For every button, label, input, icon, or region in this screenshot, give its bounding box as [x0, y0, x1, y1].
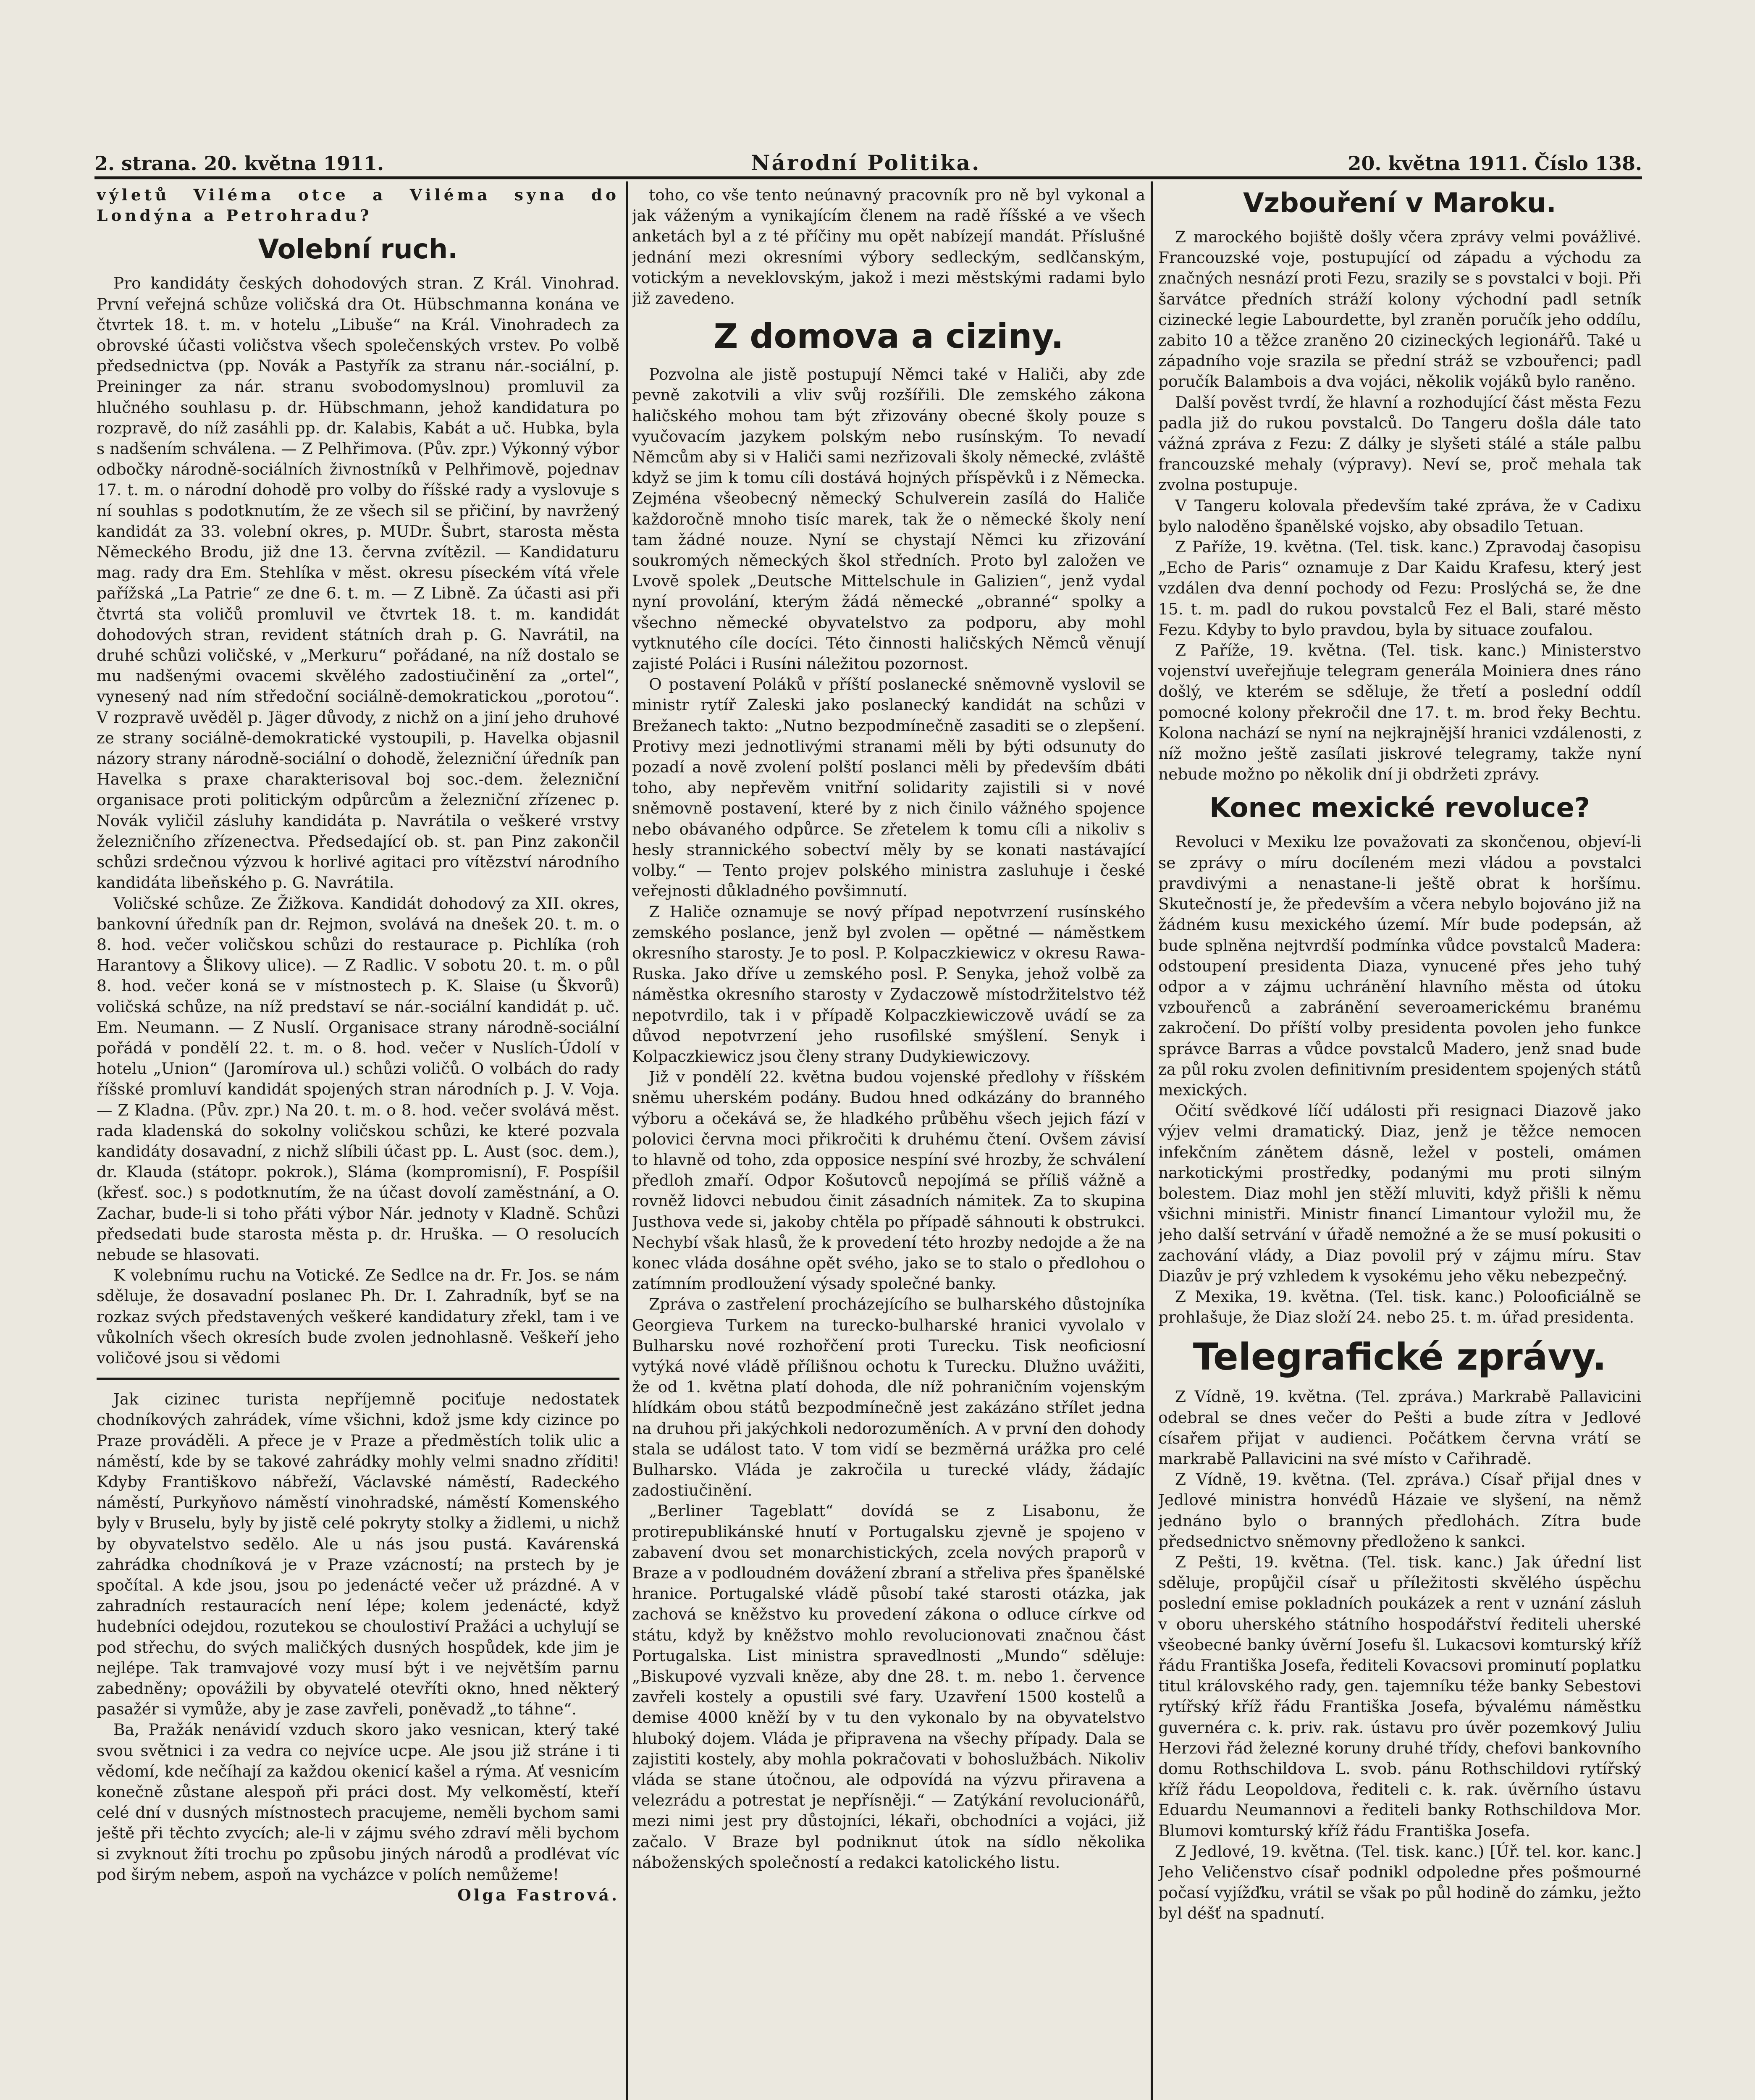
header-rule: [94, 176, 1642, 179]
article-paragraph: K volebnímu ruchu na Votické. Ze Sedlce na dr. Fr. Jos. se nám sděluje, že dosavadní poslanec Ph. Dr. I. Zahradník, byť se na rozkaz svých představených veškeré kandidatury zřekl, tam i ve vůkolních všech okresích bude zvolen jednohlasně. Veškeří jeho voličové jsou si vědomi: [97, 1266, 619, 1367]
article-paragraph: Jak cizinec turista nepříjemně pociťuje nedostatek chodníkových zahrádek, víme všichni, kdož jsme kdy cizince po Praze prováděli. A přece je v Praze a předměstích tolik ulic a náměstí, kde by se takové zahrádky mohly velmi snadno zříditi! Kdyby Františkovo nábřeží, Václavské náměstí, Radeckého náměstí, Purkyňovo náměstí vinohradské, náměstí Komenského byly v Bruselu, byly by jistě celé pokryty stolky a židlemi, u nichž by obyvatelstvo sedělo. Ale u nás jsou pustá. Kavárenská zahrádka chodníková je v Praze vzácností; na prstech by je spočítal. A kde jsou, jsou po jedenácté večer už prázdné. A v zahradních restauracích není lépe; kolem jedenácté, když hudebníci odejdou, rozutekou se choulostiví Pražáci a uchylují se pod střechu, do svých maličkých dusných hospůdek, kde jim je nejlépe. Tak tramvajové vozy musí být i ve největším parnu zabedněny; opovážili by obyvatelé otevříti okno, hned některý pasažér si vymůže, aby je zase zavřeli, poněvadž „to táhne“.: [97, 1390, 619, 1719]
article-paragraph: V Tangeru kolovala především také zpráva, že v Cadixu bylo naloděno španělské vojsko, aby obsadilo Tetuan.: [1158, 496, 1641, 536]
article-paragraph: Z Vídně, 19. května. (Tel. zpráva.) Císař přijal dnes v Jedlové ministra honvédů Házaie ve slyšení, na němž jednáno bylo o branných předlohách. Zítra bude předsednictvo sněmovny předloženo k sankci.: [1158, 1470, 1641, 1551]
article-paragraph: Voličské schůze. Ze Žižkova. Kandidát dohodový za XII. okres, bankovní úředník pan dr. Rejmon, svolává na dnešek 20. t. m. o 8. hod. večer voličskou schůzi do restaurace p. Pichlíka (roh Harantovy a Šlikovy ulice). — Z Radlic. V sobotu 20. t. m. o půl 8. hod. večer koná se v místnostech p. K. Slaise (u Škvorů) voličská schůze, na níž predstaví se nár.-sociální kandidát p. uč. Em. Neumann. — Z Nuslí. Organisace strany národně-sociální pořádá v pondělí 22. t. m. o 8. hod. večer v Nuslích-Údolí v hotelu „Union“ (Jaromírova ul.) schůzi voličů. O volbách do rady říšské promluví kandidát spojených stran národních p. J. V. Voja. — Z Kladna. (Pův. zpr.) Na 20. t. m. o 8. hod. večer svolává měst. rada kladenská do sokolny voličskou schůzi, ke které pozvala kandidáty dosavadní, z nichž slíbili účast pp. L. Aust (soc. dem.), dr. Klauda (státopr. pokrok.), Sláma (kompromisní), F. Pospíšil (křesť. soc.) s podotknutím, že na účast dovolí zaměstnání, a O. Zachar, bude-li si toho přáti výbor Nár. jednoty v Kladně. Schůzi předsedati bude starosta města p. dr. Hruška. — O resolucích nebude se hlasovati.: [97, 894, 619, 1264]
article-paragraph: Zpráva o zastřelení procházejícího se bulharského důstojníka Georgieva Turkem na turecko-bulharské hranici vyvolalo v Bulharsku nové rozhořčení proti Turecku. Tisk neoficiosní vytýká nové vládě přílišnou ochotu k Turecku. Dlužno uvážiti, že od 1. května platí dohoda, dle níž pohraničním vojenským hlídkám obou států bezpodmínečně jest zakázáno střílet jedna na druhou při jakýchkoli nedorozuměních. A v první den dohody stala se událost tato. V tom vidí se bezměrná urážka pro celé Bulharsko. Vláda je zakročila u turecké vlády, žádajíc zadostiučinění.: [632, 1295, 1145, 1500]
article-paragraph: Z marockého bojiště došly včera zprávy velmi povážlivé. Francouzské voje, postupující od západu a východu za značných nesnází proti Fezu, srazily se s povstalci v boji. Při šarvátce předních stráží kolony východní padl setník cizinecké legie Labourdette, byl zraněn poručík jeho oddílu, zabito 10 a těžce zraněno 20 cizineckých legionářů. Také u západního voje srazila se přední stráž se vzbouřenci; padl poručík Balambois a dva vojáci, několik vojáků bylo raněno.: [1158, 228, 1641, 391]
section-heading-volebni-ruch: Volební ruch.: [258, 234, 458, 265]
author-signature: Olga Fastrová.: [457, 1886, 619, 1905]
section-heading-z-domova: Z domova a ciziny.: [714, 317, 1064, 356]
article-paragraph: Pro kandidáty českých dohodových stran. Z Král. Vinohrad. První veřejná schůze voličská dra Ot. Hübschmanna konána ve čtvrtek 18. t. m. v hotelu „Libuše“ na Král. Vinohradech za obrovské účasti voličstva všech společenských vrstev. Po volbě předsednictva (pp. Novák a Pastyřík za stranu nár.-sociální, p. Preininger za nár. stranu svobodomyslnou) promluvil za hlučného souhlasu p. dr. Hübschmann, jehož kandidatura po rozpravě, do níž zasáhli pp. dr. Kalabis, Kabát a uč. Hubka, byla s nadšením schválena. — Z Pelhřimova. (Pův. zpr.) Výkonný výbor odbočky národně-sociálních živnostníků v Pelhřimově, pojednav 17. t. m. o národní dohodě pro volby do říšské rady a vyslovuje s ní souhlas s podotknutím, že ze všech sil se přičiní, by navržený kandidát za 33. volební okres, p. MUDr. Šubrt, starosta města Německého Brodu, již dne 13. června zvítězil. — Kandidaturu mag. rady dra Em. Stehlíka v měst. okresu píseckém vítá vřele pařížská „La Patrie“ ze dne 6. t. m. — Z Libně. Za účasti asi při čtvrtá sta voličů promluvil ve čtvrtek 18. t. m. kandidát dohodových stran, revident státních drah p. G. Navrátil, na druhé schůzi voličské, v „Merkuru“ pořádané, na níž dostalo se mu nadšenými ovacemi skvělého zadostiučinění za „ortel“, vynesený nad ním středoční sociálně-demokratickou „porotou“. V rozpravě uvěděl p. Jäger důvody, z nichž on a jiní jeho druhové ze strany sociálně-demokratické vystoupili, p. Havelka objasnil názory strany národně-sociální o dohodě, železniční úředník pan Havelka s praxe charakterisoval boj soc.-dem. železniční organisace proti politickým odpůrcům a železniční zřízenec p. Novák vyličil zásluhy kandidáta p. Navrátila o veškeré vrstvy železničního zřízenectva. Předsedající ob. st. pan Pinz zakončil schůzi srdečnou výzvou k horlivé agitaci pro vítězství národního kandidáta libeňského p. G. Navrátila.: [97, 274, 619, 892]
article-paragraph: Již v pondělí 22. května budou vojenské předlohy v říšském sněmu uherském podány. Budou hned odkázány do branného výboru a očekává se, že hladkého průběhu všech jejich fází v polovici června moci přikročiti k druhému čtení. Ovšem závisí to hlavně od toho, zda opposice nespíní své hrozby, že schválení předloh zmaří. Odpor Košutovců nepojímá se příliš vážně a rovněž lidovci nebudou činit zásadních námitek. Za to skupina Justhova vede si, jakoby chtěla po případě sáhnouti k obstrukci. Nechybí však hlasů, že k provedení této hrozby nedojde a že na konec vláda dosáhne opět svého, jako se to stalo o předlohou o zatímním prodloužení výsady společné banky.: [632, 1068, 1145, 1293]
page-header: [94, 150, 1642, 175]
column-1: [97, 185, 619, 2100]
header-right: 20. května 1911. Číslo 138.: [1348, 152, 1642, 175]
article-intro: výletů Viléma otce a Viléma syna do Londýna a Petrohradu?: [97, 186, 619, 225]
column-divider-1: [626, 181, 628, 2100]
article-paragraph: Další pověst tvrdí, že hlavní a rozhodující část města Fezu padla již do rukou povstalců. Do Tangeru došla dále tato vážná zpráva z Fezu: Z dálky je slyšeti stálé a stále palbu francouzské mehaly (výpravy). Neví se, proč mehala tak zvolna postupuje.: [1158, 393, 1641, 494]
article-paragraph: Z Paříže, 19. května. (Tel. tisk. kanc.) Zpravodaj časopisu „Echo de Paris“ oznamuje z Dar Kaidu Krafesu, který jest vzdálen dva denní pochody od Fezu: Proslýchá se, že dne 15. t. m. padl do rukou povstalců Fez el Bali, staré město Fezu. Kdyby to bylo pravdou, byla by situace zoufalou.: [1158, 538, 1641, 639]
article-paragraph: Očití svědkové líčí události při resignaci Diazově jako výjev velmi dramatický. Diaz, jenž je těžce nemocen infekčním zánětem dásně, ležel v posteli, omámen narkotickými prostředky, podanými mu proti silným bolestem. Diaz mohl jen stěží mluviti, když přišli k němu všichni ministři. Ministr financí Limantour vyložil mu, že jeho další setrvání v úřadě nemožné a že se musí pokusiti o zachování vlády, a Diaz povolil prý v zájmu míru. Stav Diazův je prý vzhledem k vysokému jeho věku nebezpečný.: [1158, 1101, 1641, 1285]
newspaper-title: Národní Politika.: [750, 150, 981, 175]
article-paragraph: Z Mexika, 19. května. (Tel. tisk. kanc.) Polooficiálně se prohlašuje, že Diaz složí 24. nebo 25. t. m. úřad presidenta.: [1158, 1287, 1641, 1327]
column-2: [632, 185, 1145, 2100]
section-heading-maroko: Vzbouření v Maroku.: [1243, 188, 1556, 219]
article-paragraph: toho, co vše tento neúnavný pracovník pro ně byl vykonal a jak váženým a vynikajícím členem na radě říšské a ve všech anketách byl a z té příčiny mu opět nabízejí mandát. Příslušné jednání mezi okresními výbory sedleckým, sedlčanským, votickým a neveklovským, jakož i mezi městskými radami bylo již zavedeno.: [632, 186, 1145, 308]
article-paragraph: Z Paříže, 19. května. (Tel. tisk. kanc.) Ministerstvo vojenství uveřejňuje telegram generála Moiniera dnes ráno došlý, ve kterém se sděluje, že třetí a poslední oddíl pomocné kolony překročil dne 17. t. m. brod řeky Bechtu. Kolona nachází se nyní na nejkrajnější hranici vzdálenosti, z níž možno ještě zasílati jiskrové telegramy, takže nyní nebude možno po několik dní ji obdržeti zprávy.: [1158, 641, 1641, 784]
article-paragraph: Pozvolna ale jistě postupují Němci také v Haliči, aby zde pevně zakotvili a vliv svůj rozšířili. Dle zemského zákona haličského mohou tam být zřizovány obecné školy pouze s vyučovacím jazykem polským nebo rusínským. To nevadí Němcům aby si v Haliči sami nezřizovali školy německé, zvláště když se jim k tomu cíli dostává hojných příspěvků i z Německa. Zejména všeobecný německý Schulverein zasílá do Haliče každoročně mnoho tisíc marek, tak že o německé školy není tam žádné nouze. Nyní se chystají Němci ku zřizování soukromých německých škol středních. Proto byl založen ve Lvově spolek „Deutsche Mittelschule in Galizien“, jenž vydal nyní provolání, kterým žádá německé „obranné“ spolky a všechno německé obyvatelstvo za podporu, aby mohl vytknutého cíle docíci. Této činnosti haličských Němců věnují zajisté Poláci i Rusíni náležitou pozornost.: [632, 365, 1145, 673]
article-paragraph: Z Pešti, 19. května. (Tel. tisk. kanc.) Jak úřední list sděluje, propůjčil císař u příležitosti skvělého úspěchu poslední emise pokladních poukázek a rent v uznání zásluh v oboru uherského státního hospodářství řediteli uherské všeobecné banky úvěrní Josefu šl. Lukacsovi komturský kříž řádu Františka Josefa, řediteli Kovacsovi prominutí poplatku titul královského rady, gen. tajemníku téže banky Sebestovi rytířský kříž řádu Františka Josefa, bývalému náměstku guvernéra c. k. priv. rak. ústavu pro úvěr pozemkový Juliu Herzovi řád železné koruny druhé třídy, chefovi bankovního domu Rothschildova L. svob. pánu Rothschildovi rytířský kříž řádu Leopoldova, řediteli c. k. rak. úvěrního ústavu Eduardu Neumannovi a řediteli banky Rothschildova Mor. Blumovi komturský kříž řádu Františka Josefa.: [1158, 1552, 1641, 1840]
section-heading-mexiko: Konec mexické revoluce?: [1209, 793, 1590, 824]
column-3: [1158, 185, 1641, 2100]
section-divider: [97, 1378, 619, 1380]
article-paragraph: Z Vídně, 19. května. (Tel. zpráva.) Markrabě Pallavicini odebral se dnes večer do Pešti a bude zítra v Jedlové císařem přijat v audienci. Počátkem června vrátí se markrabě Pallavicini na své místo v Cařihradě.: [1158, 1387, 1641, 1468]
column-divider-2: [1151, 181, 1153, 2100]
article-paragraph: Z Jedlové, 19. května. (Tel. tisk. kanc.) [Úř. tel. kor. kanc.] Jeho Veličenstvo císař podnikl odpoledne přes pošmourné počasí vyjížďku, vrátil se však po půl hodině do zámku, ježto byl déšť na spadnutí.: [1158, 1842, 1641, 1923]
article-paragraph: Ba, Pražák nenávidí vzduch skoro jako vesnican, který také svou světnici i za vedra co nejvíce ucpe. Ale jsou již stráne i ti vědomí, kde nečíhají za každou okenicí kašel a rýma. Ať vesnicím konečně zůstane alespoň při práci dost. My velkoměstí, kteří celé dní v dusných místnostech pracujeme, neměli bychom sami ještě při těchto zvycích; ale-li v zájmu svého zdraví měli bychom si zvyknout žíti trochu po způsobu jiných národů a prodlévat víc pod širým nebem, aspoň na vycházce v polích nemůžeme!: [97, 1720, 619, 1884]
article-paragraph: O postavení Poláků v příští poslanecké sněmovně vyslovil se ministr rytíř Zaleski jako poslanecký kandidát na schůzi v Brežanech takto: „Nutno bezpodmínečně zasaditi se o zlepšení. Protivy mezi jednotlivými stranami měli by býti odsunuty do pozadí a nově zvolení polští poslanci měli by především dbáti toho, aby nepřevěm vnitřní solidarity zajistili si v nové sněmovně postavení, které by z nich činilo vážného spojence nebo obávaného odpůrce. Se zřetelem k tomu cíli a nikoliv s hesly strannického sobectví měly by se konati nastávající volby.“ — Tento projev polského ministra zasluhuje i české veřejnosti důkladného povšimnutí.: [632, 675, 1145, 900]
article-paragraph: Revoluci v Mexiku lze považovati za skončenou, objeví-li se zprávy o míru docíleném mezi vládou a povstalci pravdivými a nenastane-li ještě obrat k horšímu. Skutečností je, že především a včera nebylo bojováno již na žádném kusu mexického území. Mír bude podepsán, až bude splněna nejtvrdší podmínka vůdce povstalců Madera: odstoupení presidenta Diaza, vynucené přes jeho tuhý odpor a v zájmu uchránění hlavního města od útoku vzbouřenců a zabránění severoamerickému branému zakročení. Do příští volby presidenta povolen jeho funkce správce Barras a vůdce povstalců Madero, jenž snad bude za půl roku zvolen definitivním presidentem spojených států mexických.: [1158, 832, 1641, 1099]
article-paragraph: „Berliner Tageblatt“ dovídá se z Lisabonu, že protirepublikánské hnutí v Portugalsku zjevně je spojeno v zabavení dvou set monarchistických, zcela nových praporů v Braze a v podloudném dovážení zbraní a střeliva přes španělské hranice. Portugalské vládě působí také starosti otázka, jak zachová se kněžstvo ku provedení zákona o odluce církve od státu, když by kněžstvo mohlo revolucionovati značnou část Portugalska. List ministra spravedlnosti „Mundo“ sděluje: „Biskupové vyzvali kněze, aby dne 28. t. m. nebo 1. července zavřeli kostely a opustili své fary. Uzavření 1500 kostelů a demise 4000 kněží by v tu den vykonalo by na obyvatelstvo hluboký dojem. Vláda je připravena na všechy případy. Dala se zajistiti kostely, aby mohla pokračovati v bohoslužbách. Nikoliv vláda se stane útočnou, ale odpovídá na výzvu přiravena a velezrádu a potrestat je nepřísněji.“ — Zatýkání revolucionářů, mezi nimi jest pry důstojníci, lékaři, obchodníci a vojáci, již začalo. V Braze byl podniknut útok na sídlo několika náboženských společností a redakci katolického listu.: [632, 1502, 1145, 1872]
article-paragraph: Z Haliče oznamuje se nový případ nepotvrzení rusínského zemského poslance, jenž byl zvolen — opětné — náměstkem okresního starosty. Je to posl. P. Kolpaczkiewicz v okresu Rawa-Ruska. Jako dříve u zemského posl. P. Senyka, jehož volbě za náměstka okresního starosty v Zydaczowě místodržitelstvo též nepotvrdilo, tak i v případě Kolpaczkiewiczově uvádí se za důvod nepotvrzení jeho rusofilské smýšlení. Senyk i Kolpaczkiewicz jsou členy strany Dudykiewiczovy.: [632, 902, 1145, 1066]
section-heading-telegraficke-zpravy: Telegrafické zprávy.: [1193, 1335, 1607, 1379]
header-left: 2. strana. 20. května 1911.: [94, 152, 384, 175]
